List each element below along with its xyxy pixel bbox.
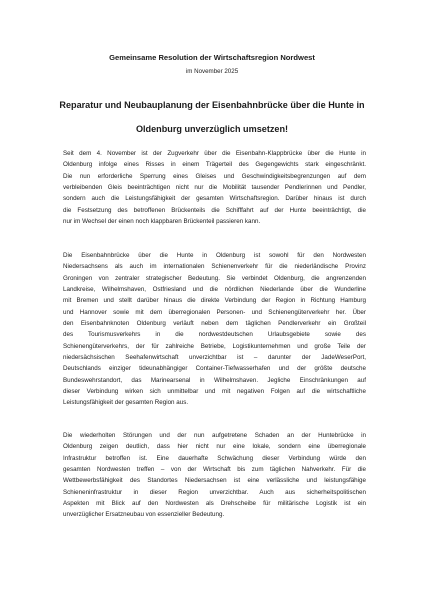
paragraph-line: Seit dem 4. November ist der Zugverkehr über die Eisenbahn-Klappbrücke über die Hunte in — [63, 150, 366, 157]
paragraph-line: Wettbewerbsfähigkeit des Standortes Niedersachsen ist eine verlässliche und leistungsfähige — [63, 477, 366, 485]
paragraph-line: des Tourismusverkehrs in die nordwestdeutschen Urlaubsgebiete sowie des — [63, 331, 366, 339]
paragraph-line: Bundeswehrstandort, das Marinearsenal in Wilhelmshaven. Jegliche Einschränkungen auf — [63, 376, 366, 384]
paragraph-line: sondern auch die Leistungsfähigkeit der gesamten Wirtschaftsregion. Darüber hinaus ist durch — [63, 195, 366, 203]
paragraph-line: Die nun erforderliche Sperrung eines Gleises und Geschwindigkeitsbegrenzungen auf dem — [63, 172, 366, 180]
paragraph-line: Oldenburg infolge eines Risses in einem Trägerteil des Gegengewichts stark eingeschränkt. — [63, 161, 366, 169]
paragraph-line: Schieneninfrastruktur in dieser Region unverzichtbar. Auch aus sicherheitspolitischen — [63, 488, 366, 496]
paragraph-line: Die Eisenbahnbrücke über die Hunte in Oldenburg ist sowohl für den Nordwesten — [63, 252, 366, 259]
paragraph-line: gesamten Nordwesten treffen – von der Wirtschaft bis zum täglichen Nahverkehr. Für die — [63, 465, 366, 473]
paragraph-line: Deutschlands einziger tideunabhängiger Container-Tiefwasserhafen und der größte deutsche — [63, 365, 366, 373]
resolution-date: im November 2025 — [185, 68, 239, 75]
paragraph-line: Oldenburg zeigen deutlich, dass hier nicht nur eine lokale, sondern eine überregionale — [63, 443, 366, 451]
paragraph-line: und Hannover sowie mit dem überregionalen Personen- und Schienengüterverkehr her. Über — [63, 308, 366, 316]
paragraph-line: Aspekten mit Blick auf den Nordwesten als Drehscheibe für militärische Logistik ist ein — [63, 499, 366, 507]
paragraph-line: nur im Wechsel der einen noch klappbaren Brückenteil passieren kann. — [63, 217, 261, 225]
document-title — [48, 93, 376, 141]
paragraph-line: Schienengüterverkehrs, der für zahlreiche Betriebe, Logistikunternehmen und große Teile der — [63, 342, 366, 350]
paragraph-1 — [63, 148, 366, 227]
resolution-heading: Gemeinsame Resolution der Wirtschaftsregion Nordwest — [109, 53, 315, 62]
paragraph-line: unverzüglicher Ersatzneubau von essenzieller Bedeutung. — [63, 511, 225, 519]
paragraph-line: Die wiederholten Störungen und der nun aufgetretene Schaden an der Huntebrücke in — [63, 432, 366, 439]
paragraph-line: verbleibenden Gleis beeinträchtigen nicht nur die Mobilität tausender Pendlerinnen und Pendler, — [63, 183, 366, 191]
title-line-2: Oldenburg unverzüglich umsetzen! — [135, 124, 289, 134]
paragraph-line: Infrastruktur betroffen ist. Eine dauerhafte Schwächung dieser Verbindung würde den — [63, 454, 366, 462]
title-line-1: Reparatur und Neubauplanung der Eisenbahnbrücke über die Hunte in — [59, 100, 365, 110]
paragraph-line: Niedersachsens als auch im internationalen Schienenverkehr für die niederländische Provinz — [63, 263, 366, 271]
paragraph-line: niedersächsischen Seehafenwirtschaft unverzichtbar ist – darunter der JadeWeserPort, — [63, 353, 366, 361]
paragraph-line: Groningen von zentraler strategischer Bedeutung. Sie verbindet Oldenburg, die angrenzenden — [63, 274, 366, 282]
paragraph-line: Landkreise, Wilhelmshaven, Ostfriesland und die nördlichen Niederlande über die Wunderline — [63, 285, 366, 293]
paragraph-3 — [63, 430, 366, 521]
paragraph-line: mit Bremen und stellt darüber hinaus die direkte Verbindung der Region in Richtung Hamburg — [63, 297, 366, 305]
paragraph-line: dieser Verbindung wirken sich unmittelbar und mit negativen Folgen auf die wirtschaftliche — [63, 387, 366, 395]
paragraph-line: die Festsetzung des betroffenen Brückenteils die Schifffahrt auf der Hunte beeinträchtigt, die — [63, 206, 366, 214]
paragraph-2 — [63, 250, 366, 409]
paragraph-line: den Eisenbahnknoten Oldenburg verläuft neben dem täglichen Pendlerverkehr ein Großteil — [63, 319, 366, 327]
paragraph-line: Leistungsfähigkeit der gesamten Region aus. — [63, 399, 189, 407]
